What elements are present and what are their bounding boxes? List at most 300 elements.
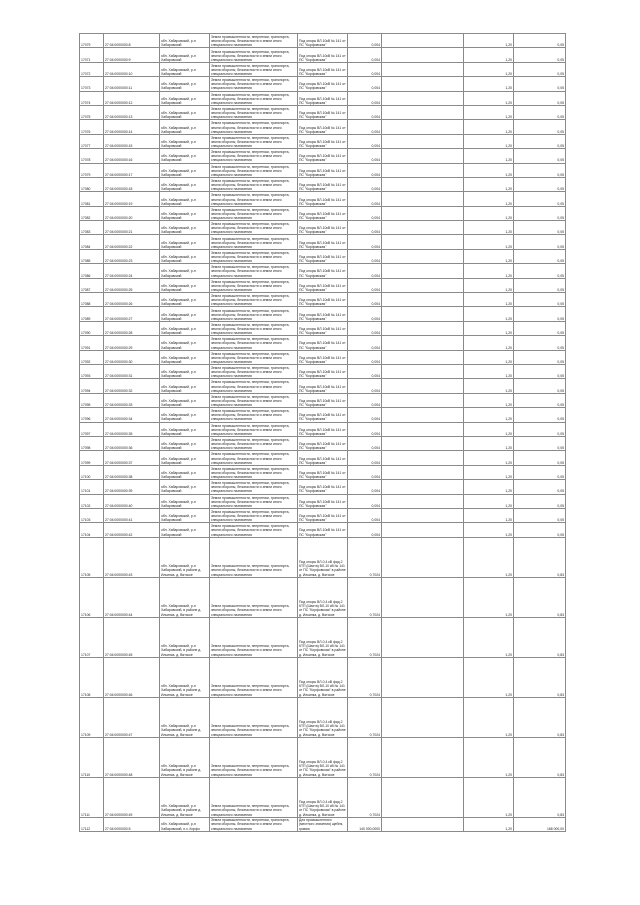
row-number: 17101 <box>80 480 104 494</box>
row-number: 17074 <box>80 91 104 105</box>
share-cell <box>382 163 464 177</box>
total-value: 0,05 <box>514 523 566 537</box>
cadastral-number: 27:04:0000000:36 <box>104 436 160 450</box>
table-row <box>80 537 566 577</box>
location-cell: обл. Хабаровский, р-н Хабаровский <box>160 523 210 537</box>
row-number: 17107 <box>80 617 104 657</box>
table-row <box>80 697 566 737</box>
cadastral-number: 27:04:0000000:48 <box>104 737 160 777</box>
table-row <box>80 192 566 206</box>
total-value: 0,05 <box>514 120 566 134</box>
table-row <box>80 321 566 335</box>
table-row <box>80 206 566 220</box>
row-number: 17109 <box>80 697 104 737</box>
location-cell: обл. Хабаровский, р-н Хабаровский, в районе д. Ильинка, д. Вятское <box>160 537 210 577</box>
area-value: 0,004 <box>348 350 382 364</box>
share-cell <box>382 508 464 522</box>
share-cell <box>382 465 464 479</box>
row-number: 17106 <box>80 577 104 617</box>
price-value: 1,20 <box>464 817 514 831</box>
cadastral-number: 27:04:0000000:14 <box>104 120 160 134</box>
cadastral-number: 27:04:0000000:40 <box>104 494 160 508</box>
cadastral-number: 27:04:0000000:42 <box>104 523 160 537</box>
price-value: 1,20 <box>464 777 514 817</box>
area-value: 140 000,0000 <box>348 817 382 831</box>
location-cell: обл. Хабаровский, р-н Хабаровский <box>160 177 210 191</box>
share-cell <box>382 336 464 350</box>
land-category: Земли промышленности, энергетики, транспорта, земли обороны, безопасности и земли иного специального назначения <box>210 777 298 817</box>
share-cell <box>382 235 464 249</box>
cadastral-number: 27:04:0000000:12 <box>104 91 160 105</box>
table-row <box>80 508 566 522</box>
area-value: 0,004 <box>348 62 382 76</box>
table-row <box>80 77 566 91</box>
area-value: 0,004 <box>348 364 382 378</box>
share-cell <box>382 393 464 407</box>
permitted-use: Под опоры ВЛ-10кВ № 141 от ПС "Корфовская" <box>298 379 348 393</box>
permitted-use: Под опоры ВЛ-10кВ № 141 от ПС "Корфовская" <box>298 523 348 537</box>
land-category: Земли промышленности, энергетики, транспорта, земли обороны, безопасности и земли иного специального назначения <box>210 436 298 450</box>
area-value: 0,004 <box>348 422 382 436</box>
area-value: 0,004 <box>348 451 382 465</box>
land-category: Земли промышленности, энергетики, транспорта, земли обороны, безопасности и земли иного специального назначения <box>210 221 298 235</box>
area-value: 0,004 <box>348 379 382 393</box>
land-category: Земли промышленности, энергетики, транспорта, земли обороны, безопасности и земли иного специального назначения <box>210 321 298 335</box>
table-row <box>80 350 566 364</box>
location-cell: обл. Хабаровский, р-н Хабаровский <box>160 249 210 263</box>
land-category: Земли промышленности, энергетики, транспорта, земли обороны, безопасности и земли иного специального назначения <box>210 206 298 220</box>
total-value: 0,05 <box>514 408 566 422</box>
permitted-use: Под опоры ВЛ-10кВ № 141 от ПС "Корфовская" <box>298 422 348 436</box>
row-number: 17091 <box>80 336 104 350</box>
location-cell: обл. Хабаровский, р-н Хабаровский <box>160 336 210 350</box>
permitted-use: Под опоры ВЛ-10кВ № 141 от ПС "Корфовская" <box>298 62 348 76</box>
permitted-use: Под опоры ВЛ-10кВ № 141 от ПС "Корфовская" <box>298 508 348 522</box>
row-number: 17098 <box>80 436 104 450</box>
registry-rows <box>80 34 566 832</box>
location-cell: обл. Хабаровский, р-н Хабаровский <box>160 364 210 378</box>
share-cell <box>382 523 464 537</box>
land-category: Земли промышленности, энергетики, транспорта, земли обороны, безопасности и земли иного специального назначения <box>210 307 298 321</box>
row-number: 17092 <box>80 350 104 364</box>
table-row <box>80 436 566 450</box>
row-number: 17082 <box>80 206 104 220</box>
cadastral-number: 27:04:0000000:38 <box>104 465 160 479</box>
total-value: 0,05 <box>514 221 566 235</box>
location-cell: обл. Хабаровский, р-н Хабаровский <box>160 465 210 479</box>
table-row <box>80 235 566 249</box>
share-cell <box>382 34 464 48</box>
table-row <box>80 422 566 436</box>
price-value: 1,20 <box>464 307 514 321</box>
price-value: 1,20 <box>464 465 514 479</box>
row-number: 17099 <box>80 451 104 465</box>
cadastral-number: 27:04:0000000:18 <box>104 177 160 191</box>
cadastral-number: 27:04:0000000:45 <box>104 617 160 657</box>
total-value: 0,05 <box>514 91 566 105</box>
price-value: 1,20 <box>464 364 514 378</box>
price-value: 1,20 <box>464 221 514 235</box>
table-row <box>80 777 566 817</box>
total-value: 0,05 <box>514 105 566 119</box>
location-cell: обл. Хабаровский, р-н Хабаровский <box>160 393 210 407</box>
row-number: 17079 <box>80 163 104 177</box>
location-cell: обл. Хабаровский, р-н Хабаровский <box>160 77 210 91</box>
area-value: 0,004 <box>348 307 382 321</box>
table-row <box>80 120 566 134</box>
land-category: Земли промышленности, энергетики, транспорта, земли обороны, безопасности и земли иного специального назначения <box>210 163 298 177</box>
cadastral-number: 27:04:0000000:35 <box>104 422 160 436</box>
location-cell: обл. Хабаровский, р-н Хабаровский, в районе д. Ильинка, д. Вятское <box>160 737 210 777</box>
land-category: Земли промышленности, энергетики, транспорта, земли обороны, безопасности и земли иного специального назначения <box>210 494 298 508</box>
land-category: Земли промышленности, энергетики, транспорта, земли обороны, безопасности и земли иного специального назначения <box>210 120 298 134</box>
permitted-use: Под опоры ВЛ-10кВ № 141 от ПС "Корфовская" <box>298 77 348 91</box>
cadastral-number: 27:04:0000000:19 <box>104 192 160 206</box>
permitted-use: Под опоры ВЛ-0,4 кВ фид.2 КТП (Шахта) ВЛ-10 кВ № 141 от ПС "Корфовская" в районе д. Ильинка, д. Вятское <box>298 737 348 777</box>
row-number: 17083 <box>80 221 104 235</box>
permitted-use: Под опоры ВЛ-0,4 кВ фид.2 КТП (Шахта) ВЛ-10 кВ № 141 от ПС "Корфовская" в районе д. Ильинка, д. Вятское <box>298 577 348 617</box>
share-cell <box>382 264 464 278</box>
table-row <box>80 177 566 191</box>
area-value: 0,004 <box>348 480 382 494</box>
table-row <box>80 817 566 831</box>
share-cell <box>382 657 464 697</box>
total-value: 0,05 <box>514 278 566 292</box>
total-value: 0,05 <box>514 336 566 350</box>
row-number: 17093 <box>80 364 104 378</box>
share-cell <box>382 249 464 263</box>
share-cell <box>382 307 464 321</box>
area-value: 0,004 <box>348 206 382 220</box>
cadastral-number: 27:04:0000000:16 <box>104 149 160 163</box>
share-cell <box>382 350 464 364</box>
total-value: 0,83 <box>514 577 566 617</box>
row-number: 17102 <box>80 494 104 508</box>
total-value: 0,05 <box>514 307 566 321</box>
cadastral-number: 27:04:0000000:31 <box>104 364 160 378</box>
land-category: Земли промышленности, энергетики, транспорта, земли обороны, безопасности и земли иного специального назначения <box>210 393 298 407</box>
table-row <box>80 465 566 479</box>
total-value: 0,05 <box>514 163 566 177</box>
price-value: 1,20 <box>464 293 514 307</box>
location-cell: обл. Хабаровский, р-н Хабаровский <box>160 494 210 508</box>
price-value: 1,20 <box>464 537 514 577</box>
share-cell <box>382 134 464 148</box>
price-value: 1,20 <box>464 206 514 220</box>
price-value: 1,20 <box>464 48 514 62</box>
price-value: 1,20 <box>464 134 514 148</box>
cadastral-number: 27:04:0000000:13 <box>104 105 160 119</box>
total-value: 0,05 <box>514 379 566 393</box>
price-value: 1,20 <box>464 177 514 191</box>
table-row <box>80 91 566 105</box>
cadastral-number: 27:04:0000000:21 <box>104 221 160 235</box>
price-value: 1,20 <box>464 264 514 278</box>
location-cell: обл. Хабаровский, р-н Хабаровский, п.з. Корфо <box>160 817 210 831</box>
total-value: 0,05 <box>514 364 566 378</box>
share-cell <box>382 192 464 206</box>
table-row <box>80 293 566 307</box>
price-value: 1,20 <box>464 379 514 393</box>
area-value: 0,004 <box>348 177 382 191</box>
permitted-use: Под опоры ВЛ-0,4 кВ фид.2 КТП (Шахта) ВЛ-10 кВ № 141 от ПС "Корфовская" в районе д. Ильинка, д. Вятское <box>298 657 348 697</box>
share-cell <box>382 817 464 831</box>
permitted-use: Под опоры ВЛ-10кВ № 141 от ПС "Корфовская" <box>298 192 348 206</box>
permitted-use: Под опоры ВЛ-10кВ № 141 от ПС "Корфовская" <box>298 350 348 364</box>
table-row <box>80 134 566 148</box>
land-category: Земли промышленности, энергетики, транспорта, земли обороны, безопасности и земли иного специального назначения <box>210 480 298 494</box>
price-value: 1,20 <box>464 480 514 494</box>
area-value: 0,004 <box>348 336 382 350</box>
cadastral-number: 27:04:0000000:22 <box>104 235 160 249</box>
location-cell: обл. Хабаровский, р-н Хабаровский <box>160 134 210 148</box>
cadastral-number: 27:04:0000000:26 <box>104 293 160 307</box>
price-value: 1,20 <box>464 494 514 508</box>
cadastral-number: 27:04:0000000:20 <box>104 206 160 220</box>
land-category: Земли промышленности, энергетики, транспорта, земли обороны, безопасности и земли иного специального назначения <box>210 451 298 465</box>
cadastral-number: 27:04:0000000:10 <box>104 62 160 76</box>
total-value: 0,05 <box>514 149 566 163</box>
total-value: 0,05 <box>514 62 566 76</box>
table-row <box>80 336 566 350</box>
area-value: 0,004 <box>348 465 382 479</box>
table-row <box>80 393 566 407</box>
cadastral-number: 27:04:0000000:46 <box>104 657 160 697</box>
share-cell <box>382 278 464 292</box>
row-number: 17080 <box>80 177 104 191</box>
share-cell <box>382 120 464 134</box>
share-cell <box>382 177 464 191</box>
row-number: 17088 <box>80 293 104 307</box>
row-number: 17089 <box>80 307 104 321</box>
row-number: 17112 <box>80 817 104 831</box>
table-row <box>80 163 566 177</box>
price-value: 1,20 <box>464 737 514 777</box>
share-cell <box>382 62 464 76</box>
area-value: 0,004 <box>348 321 382 335</box>
cadastral-number: 27:04:0000000:34 <box>104 408 160 422</box>
area-value: 0,004 <box>348 235 382 249</box>
location-cell: обл. Хабаровский, р-н Хабаровский <box>160 451 210 465</box>
area-value: 0,004 <box>348 134 382 148</box>
price-value: 1,20 <box>464 451 514 465</box>
total-value: 0,05 <box>514 350 566 364</box>
table-row <box>80 264 566 278</box>
permitted-use: Под опоры ВЛ-10кВ № 141 от ПС "Корфовская" <box>298 293 348 307</box>
land-category: Земли промышленности, энергетики, транспорта, земли обороны, безопасности и земли иного специального назначения <box>210 350 298 364</box>
location-cell: обл. Хабаровский, р-н Хабаровский, в районе д. Ильинка, д. Вятское <box>160 617 210 657</box>
location-cell: обл. Хабаровский, р-н Хабаровский <box>160 192 210 206</box>
cadastral-number: 27:04:0000000:15 <box>104 134 160 148</box>
price-value: 1,20 <box>464 350 514 364</box>
cadastral-number: 27:04:0000000:23 <box>104 249 160 263</box>
land-category: Земли промышленности, энергетики, транспорта, земли обороны, безопасности и земли иного специального назначения <box>210 465 298 479</box>
land-category: Земли промышленности, энергетики, транспорта, земли обороны, безопасности и земли иного специального назначения <box>210 422 298 436</box>
area-value: 0,004 <box>348 436 382 450</box>
row-number: 17071 <box>80 48 104 62</box>
share-cell <box>382 77 464 91</box>
area-value: 0,004 <box>348 278 382 292</box>
land-category: Земли промышленности, энергетики, транспорта, земли обороны, безопасности и земли иного специального назначения <box>210 177 298 191</box>
price-value: 1,20 <box>464 62 514 76</box>
share-cell <box>382 408 464 422</box>
cadastral-number: 27:04:0000000:39 <box>104 480 160 494</box>
total-value: 0,05 <box>514 422 566 436</box>
price-value: 1,20 <box>464 91 514 105</box>
share-cell <box>382 451 464 465</box>
permitted-use: Под опоры ВЛ-0,4 кВ фид.2 КТП (Шахта) ВЛ-10 кВ № 141 от ПС "Корфовская" в районе д. Ильинка, д. Вятское <box>298 537 348 577</box>
share-cell <box>382 321 464 335</box>
share-cell <box>382 737 464 777</box>
price-value: 1,20 <box>464 278 514 292</box>
land-category: Земли промышленности, энергетики, транспорта, земли обороны, безопасности и земли иного специального назначения <box>210 379 298 393</box>
area-value: 0,004 <box>348 293 382 307</box>
location-cell: обл. Хабаровский, р-н Хабаровский <box>160 379 210 393</box>
permitted-use: Под опоры ВЛ-10кВ № 141 от ПС "Корфовская" <box>298 221 348 235</box>
land-category: Земли промышленности, энергетики, транспорта, земли обороны, безопасности и земли иного специального назначения <box>210 508 298 522</box>
land-category: Земли промышленности, энергетики, транспорта, земли обороны, безопасности и земли иного специального назначения <box>210 336 298 350</box>
price-value: 1,20 <box>464 508 514 522</box>
permitted-use: Под опоры ВЛ-10кВ № 141 от ПС "Корфовская" <box>298 177 348 191</box>
price-value: 1,20 <box>464 436 514 450</box>
total-value: 0,05 <box>514 192 566 206</box>
row-number: 17078 <box>80 149 104 163</box>
area-value: 0,004 <box>348 105 382 119</box>
total-value: 0,83 <box>514 617 566 657</box>
table-row <box>80 657 566 697</box>
permitted-use: Под опоры ВЛ-10кВ № 141 от ПС "Корфовская" <box>298 465 348 479</box>
area-value: 0,004 <box>348 120 382 134</box>
location-cell: обл. Хабаровский, р-н Хабаровский <box>160 480 210 494</box>
permitted-use: Под опоры ВЛ-10кВ № 141 от ПС "Корфовская" <box>298 163 348 177</box>
row-number: 17081 <box>80 192 104 206</box>
land-category: Земли промышленности, энергетики, транспорта, земли обороны, безопасности и земли иного специального назначения <box>210 91 298 105</box>
location-cell: обл. Хабаровский, р-н Хабаровский <box>160 48 210 62</box>
total-value: 0,83 <box>514 657 566 697</box>
price-value: 1,20 <box>464 657 514 697</box>
total-value: 0,83 <box>514 537 566 577</box>
permitted-use: Под опоры ВЛ-10кВ № 141 от ПС "Корфовская" <box>298 235 348 249</box>
land-category: Земли промышленности, энергетики, транспорта, земли обороны, безопасности и земли иного специального назначения <box>210 249 298 263</box>
row-number: 17090 <box>80 321 104 335</box>
location-cell: обл. Хабаровский, р-н Хабаровский, в районе д. Ильинка, д. Вятское <box>160 657 210 697</box>
row-number: 17097 <box>80 422 104 436</box>
share-cell <box>382 480 464 494</box>
table-row <box>80 48 566 62</box>
table-row <box>80 379 566 393</box>
cadastral-number: 27:04:0000000:8 <box>104 34 160 48</box>
price-value: 1,20 <box>464 77 514 91</box>
price-value: 1,20 <box>464 235 514 249</box>
area-value: 0,004 <box>348 523 382 537</box>
price-value: 1,20 <box>464 577 514 617</box>
location-cell: обл. Хабаровский, р-н Хабаровский <box>160 105 210 119</box>
land-category: Земли промышленности, энергетики, транспорта, земли обороны, безопасности и земли иного специального назначения <box>210 408 298 422</box>
area-value: 0,7024 <box>348 537 382 577</box>
cadastral-number: 27:04:0000000:25 <box>104 278 160 292</box>
cadastral-number: 27:04:0000000:24 <box>104 264 160 278</box>
area-value: 0,7024 <box>348 737 382 777</box>
area-value: 0,7024 <box>348 577 382 617</box>
price-value: 1,20 <box>464 34 514 48</box>
price-value: 1,20 <box>464 336 514 350</box>
cadastral-number: 27:04:0000000:29 <box>104 336 160 350</box>
land-category: Земли промышленности, энергетики, транспорта, земли обороны, безопасности и земли иного специального назначения <box>210 657 298 697</box>
row-number: 17077 <box>80 134 104 148</box>
share-cell <box>382 777 464 817</box>
total-value: 168 000,00 <box>514 817 566 831</box>
share-cell <box>382 617 464 657</box>
row-number: 17096 <box>80 408 104 422</box>
price-value: 1,20 <box>464 149 514 163</box>
total-value: 0,05 <box>514 393 566 407</box>
table-row <box>80 62 566 76</box>
row-number: 17103 <box>80 508 104 522</box>
location-cell: обл. Хабаровский, р-н Хабаровский <box>160 278 210 292</box>
share-cell <box>382 91 464 105</box>
price-value: 1,20 <box>464 163 514 177</box>
area-value: 0,7024 <box>348 777 382 817</box>
land-category: Земли промышленности, энергетики, транспорта, земли обороны, безопасности и земли иного специального назначения <box>210 617 298 657</box>
row-number: 17085 <box>80 249 104 263</box>
total-value: 0,83 <box>514 697 566 737</box>
cadastral-number: 27:04:0000000:32 <box>104 379 160 393</box>
total-value: 0,05 <box>514 293 566 307</box>
permitted-use: Под опоры ВЛ-10кВ № 141 от ПС "Корфовская" <box>298 149 348 163</box>
table-row <box>80 105 566 119</box>
permitted-use: Под опоры ВЛ-10кВ № 141 от ПС "Корфовская" <box>298 408 348 422</box>
total-value: 0,05 <box>514 206 566 220</box>
land-category: Земли промышленности, энергетики, транспорта, земли обороны, безопасности и земли иного специального назначения <box>210 697 298 737</box>
total-value: 0,05 <box>514 77 566 91</box>
location-cell: обл. Хабаровский, р-н Хабаровский <box>160 436 210 450</box>
table-row <box>80 221 566 235</box>
area-value: 0,004 <box>348 149 382 163</box>
area-value: 0,004 <box>348 264 382 278</box>
area-value: 0,004 <box>348 408 382 422</box>
land-category: Земли промышленности, энергетики, транспорта, земли обороны, безопасности и земли иного специального назначения <box>210 364 298 378</box>
share-cell <box>382 379 464 393</box>
permitted-use: Под опоры ВЛ-10кВ № 141 от ПС "Корфовская" <box>298 48 348 62</box>
permitted-use: Под опоры ВЛ-10кВ № 141 от ПС "Корфовская" <box>298 134 348 148</box>
share-cell <box>382 537 464 577</box>
area-value: 0,004 <box>348 393 382 407</box>
area-value: 0,7024 <box>348 697 382 737</box>
row-number: 17110 <box>80 737 104 777</box>
share-cell <box>382 221 464 235</box>
table-row <box>80 737 566 777</box>
row-number: 17095 <box>80 393 104 407</box>
price-value: 1,20 <box>464 408 514 422</box>
location-cell: обл. Хабаровский, р-н Хабаровский, в районе д. Ильинка, д. Вятское <box>160 577 210 617</box>
permitted-use: Под опоры ВЛ-10кВ № 141 от ПС "Корфовская" <box>298 494 348 508</box>
permitted-use: Под опоры ВЛ-10кВ № 141 от ПС "Корфовская" <box>298 307 348 321</box>
row-number: 17094 <box>80 379 104 393</box>
area-value: 0,7024 <box>348 617 382 657</box>
table-row <box>80 278 566 292</box>
area-value: 0,7024 <box>348 657 382 697</box>
location-cell: обл. Хабаровский, р-н Хабаровский <box>160 62 210 76</box>
cadastral-number: 27:04:0000000:37 <box>104 451 160 465</box>
location-cell: обл. Хабаровский, р-н Хабаровский <box>160 408 210 422</box>
land-registry-table <box>79 33 566 832</box>
cadastral-number: 27:04:0000000:47 <box>104 697 160 737</box>
row-number: 17108 <box>80 657 104 697</box>
location-cell: обл. Хабаровский, р-н Хабаровский <box>160 422 210 436</box>
share-cell <box>382 48 464 62</box>
land-category: Земли промышленности, энергетики, транспорта, земли обороны, безопасности и земли иного специального назначения <box>210 149 298 163</box>
permitted-use: Под опоры ВЛ-0,4 кВ фид.2 КТП (Шахта) ВЛ-10 кВ № 141 от ПС "Корфовская" в районе д. Ильинка, д. Вятское <box>298 617 348 657</box>
